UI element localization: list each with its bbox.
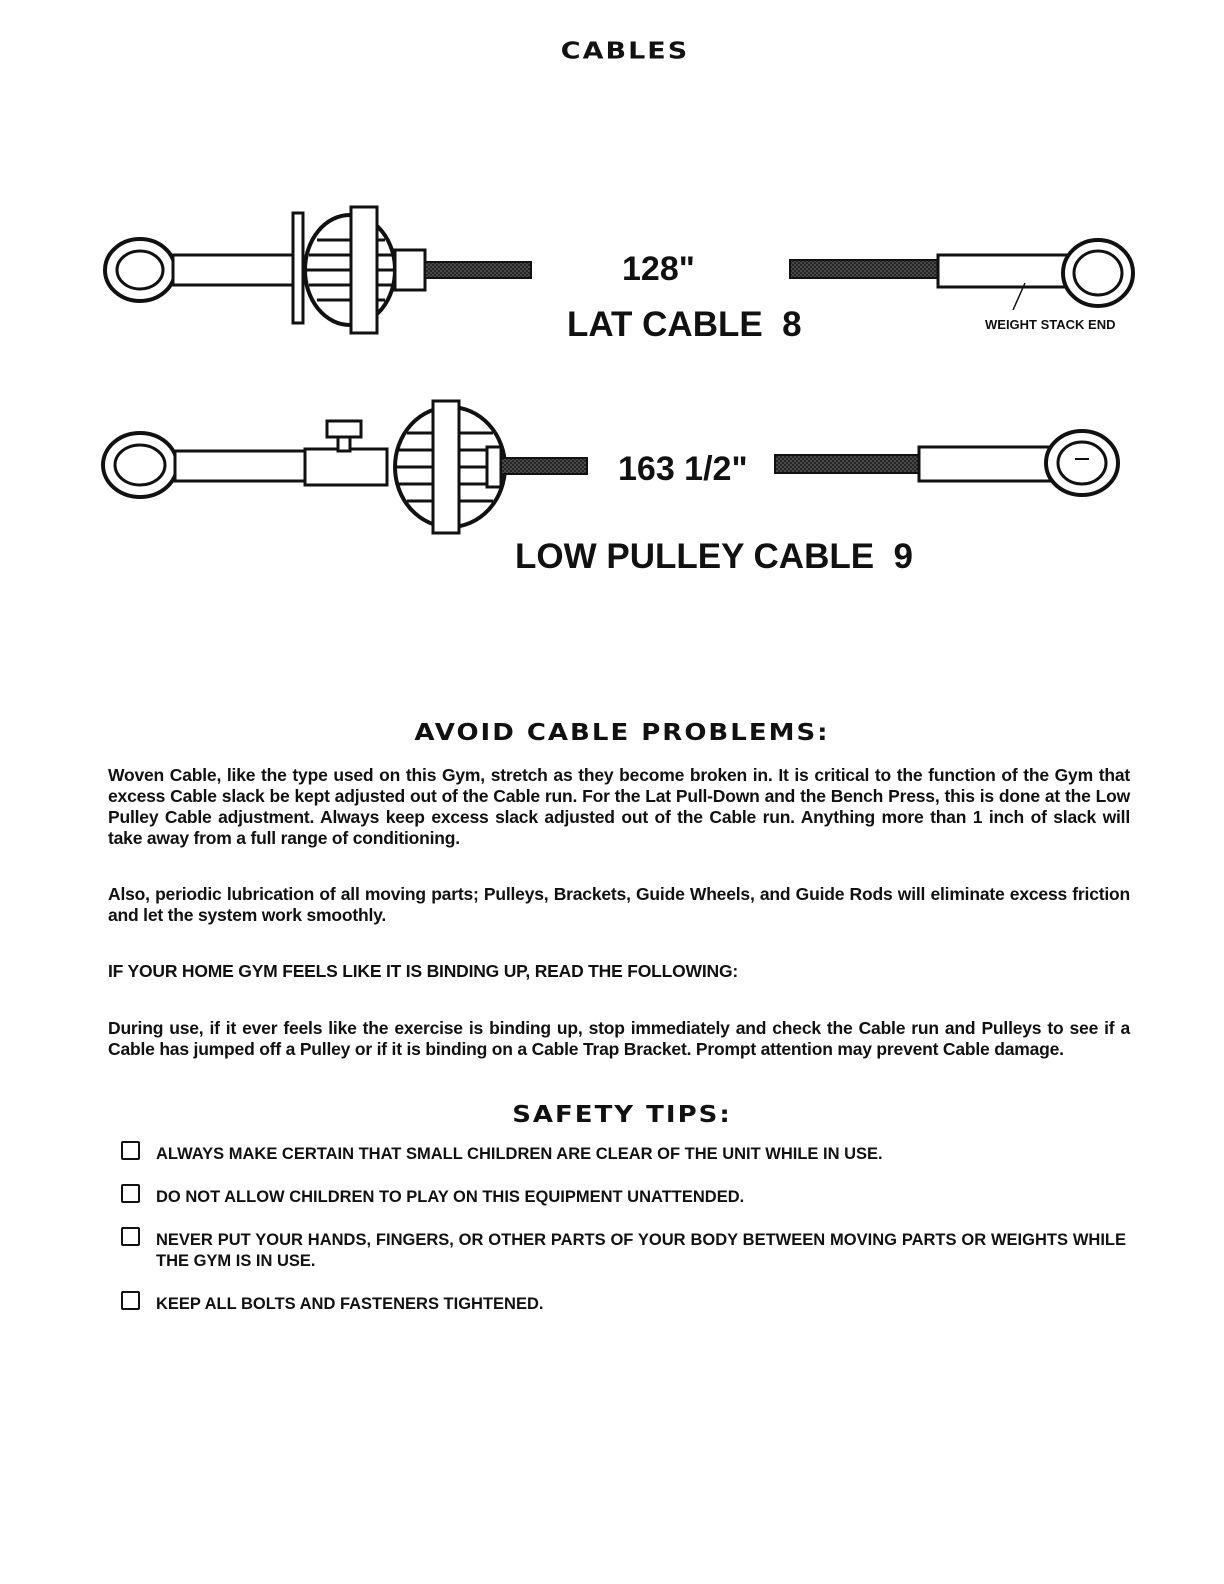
left-eye-terminal <box>103 433 305 497</box>
safety-tip-text: NEVER PUT YOUR HANDS, FINGERS, OR OTHER PARTS OF YOUR BODY BETWEEN MOVING PARTS OR WEIGHTS WHILE THE GYM IS IN USE. <box>156 1231 1126 1270</box>
avoid-paragraph-1: Woven Cable, like the type used on this Gym, stretch as they become broken in. It is critical to the function of the Gym that excess Cable slack be kept adjusted out of the Cable run. For the Lat Pull-Down and the Bench Press, this is done at the Low Pulley Cable adjustment. Always keep excess slack adjusted out of the Cable run. Anything more than 1 inch of slack will take away from a full range of conditioning. <box>108 765 1130 848</box>
safety-tip-text: KEEP ALL BOLTS AND FASTENERS TIGHTENED. <box>156 1295 544 1313</box>
low-pulley-cable-name: LOW PULLEY CABLE 9 <box>515 537 913 576</box>
lat-cable-length: 128" <box>622 250 695 288</box>
safety-tip-text: DO NOT ALLOW CHILDREN TO PLAY ON THIS EQUIPMENT UNATTENDED. <box>156 1188 745 1206</box>
cable-ball <box>395 401 505 533</box>
right-eye-terminal <box>919 431 1118 495</box>
cable-segment <box>425 262 531 278</box>
avoid-paragraph-3: During use, if it ever feels like the exercise is binding up, stop immediately and check the Cable run and Pulleys to see if a Cable has jumped off a Pulley or if it is binding on a Cable Trap Bracket. Prompt attention may prevent Cable damage. <box>108 1018 1130 1059</box>
avoid-heading: AVOID CABLE PROBLEMS: <box>414 719 830 747</box>
cable-segment <box>790 260 940 278</box>
right-eye-terminal <box>938 240 1133 310</box>
cable-segment <box>501 458 587 474</box>
checkbox-icon[interactable] <box>121 1291 140 1310</box>
checkbox-icon[interactable] <box>121 1141 140 1160</box>
avoid-paragraph-2: Also, periodic lubrication of all moving parts; Pulleys, Brackets, Guide Wheels, and Guide Rods will eliminate excess friction and let the system work smoothly. <box>108 884 1130 925</box>
adjuster-knob <box>305 421 387 485</box>
binding-up-warning: IF YOUR HOME GYM FEELS LIKE IT IS BINDING UP, READ THE FOLLOWING: <box>108 961 738 981</box>
page-title: CABLES <box>560 38 690 65</box>
low-pulley-cable-length: 163 1/2" <box>618 450 748 488</box>
weight-stack-end-label: WEIGHT STACK END <box>985 317 1116 332</box>
cable-segment <box>775 455 921 473</box>
left-eye-terminal <box>105 239 293 301</box>
safety-heading: SAFETY TIPS: <box>512 1101 732 1129</box>
lat-cable-name: LAT CABLE 8 <box>567 305 802 344</box>
safety-tip-text: ALWAYS MAKE CERTAIN THAT SMALL CHILDREN ARE CLEAR OF THE UNIT WHILE IN USE. <box>156 1145 883 1163</box>
cable-ball <box>305 207 425 333</box>
checkbox-icon[interactable] <box>121 1184 140 1203</box>
washer <box>293 213 303 323</box>
checkbox-icon[interactable] <box>121 1227 140 1246</box>
